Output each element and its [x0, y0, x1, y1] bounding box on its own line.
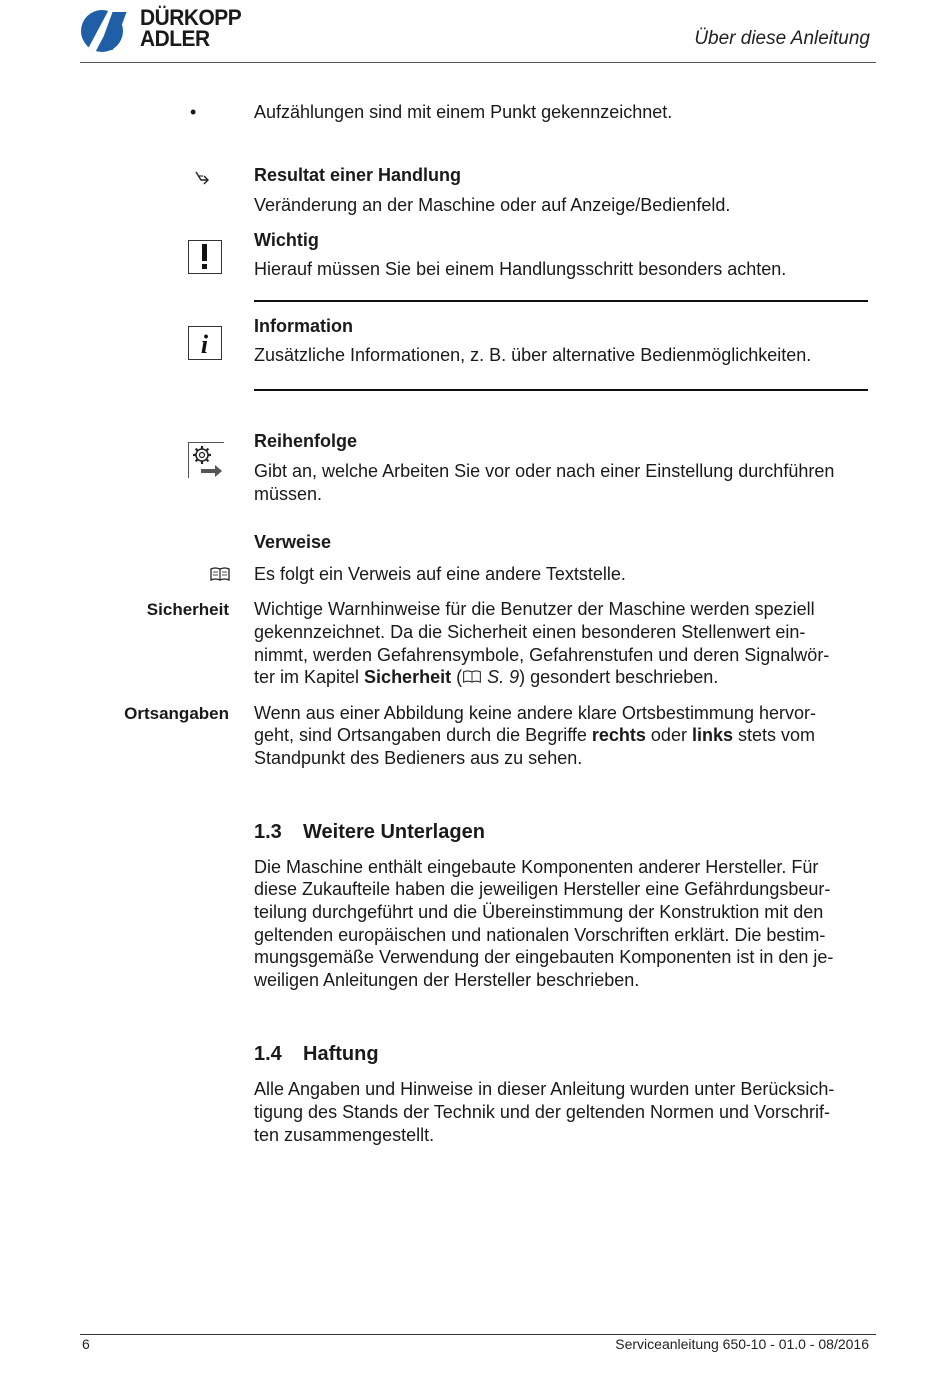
section-1-4-title: Haftung	[303, 1043, 379, 1065]
location-line-3: Standpunkt des Bedieners aus zu sehen.	[254, 748, 583, 768]
information-divider	[254, 389, 868, 391]
info-icon	[188, 326, 222, 360]
sequence-line-2: müssen.	[254, 484, 323, 504]
location-line-2-mid: oder	[645, 725, 692, 745]
important-title: Wichtig	[254, 230, 319, 250]
section-1-4-line-1: Alle Angaben und Hinweise in dieser Anleitung wurden unter Berücksich-	[254, 1079, 835, 1099]
book-ref-icon	[462, 670, 482, 684]
svg-text:i: i	[200, 330, 209, 358]
document-id: Serviceanleitung 650-10 - 01.0 - 08/2016	[615, 1336, 869, 1352]
information-text: Zusätzliche Informationen, z. B. über alternative Bedienmöglichkeiten.	[254, 345, 812, 365]
safety-line-3: nimmt, werden Gefahrensymbole, Gefahrenstufen und deren Signalwör-	[254, 645, 830, 665]
section-1-3-number: 1.3	[254, 821, 282, 843]
location-term-right: rechts	[591, 725, 646, 745]
section-1-3-line-5: mungsgemäße Verwendung der eingebauten Komponenten ist in den je-	[254, 947, 834, 967]
brand-name	[140, 7, 241, 49]
location-line-2-end: stets vom	[732, 725, 816, 745]
important-text: Hierauf müssen Sie bei einem Handlungsschritt besonders achten.	[254, 259, 787, 279]
sequence-title: Reihenfolge	[254, 431, 358, 451]
safety-line-4-end: ) gesondert beschrieben.	[519, 667, 719, 687]
brand-line-1: DÜRKOPP	[140, 5, 242, 30]
references-title: Verweise	[254, 532, 332, 552]
sequence-gear-icon	[188, 442, 224, 478]
location-line-2	[254, 724, 870, 747]
result-title: Resultat einer Handlung	[254, 165, 462, 185]
location-label: Ortsangaben	[124, 704, 229, 723]
location-term-left: links	[691, 725, 733, 745]
section-1-4-line-3: ten zusammengestellt.	[254, 1125, 435, 1145]
location-line-2-start: geht, sind Ortsangaben durch die Begriffe	[254, 725, 592, 745]
section-1-3-line-2: diese Zukaufteile haben die jeweiligen Hersteller eine Gefährdungsbeur-	[254, 879, 831, 899]
section-1-3-line-4: geltenden europäischen und nationalen Vorschriften erklärt. Die bestim-	[254, 925, 826, 945]
exclamation-icon	[188, 240, 222, 274]
section-1-3-title: Weitere Unterlagen	[303, 821, 485, 843]
safety-label: Sicherheit	[146, 600, 229, 619]
duerkopp-logo-icon	[80, 8, 138, 54]
section-1-3-line-6: weiligen Anleitungen der Hersteller beschrieben.	[254, 970, 640, 990]
brand-line-2: ADLER	[140, 26, 210, 51]
bullet-text: Aufzählungen sind mit einem Punkt gekennzeichnet.	[254, 102, 673, 122]
header-divider	[80, 62, 876, 63]
safety-line-4	[254, 666, 870, 689]
result-text: Veränderung an der Maschine oder auf Anzeige/Bedienfeld.	[254, 195, 731, 215]
sequence-line-1: Gibt an, welche Arbeiten Sie vor oder nach einer Einstellung durchführen	[254, 461, 835, 481]
book-icon	[210, 567, 230, 582]
safety-line-1: Wichtige Warnhinweise für die Benutzer der Maschine werden speziell	[254, 599, 815, 619]
section-1-4-number: 1.4	[254, 1043, 282, 1065]
page-number: 6	[82, 1336, 90, 1352]
section-1-4-line-2: tigung des Stands der Technik und der geltenden Normen und Vorschrif-	[254, 1102, 831, 1122]
footer-divider	[80, 1334, 876, 1335]
safety-line-4-start: ter im Kapitel	[254, 667, 365, 687]
section-1-3-line-1: Die Maschine enthält eingebaute Komponenten anderer Hersteller. Für	[254, 857, 819, 877]
safety-line-2: gekennzeichnet. Da die Sicherheit einen besonderen Stellenwert ein-	[254, 622, 806, 642]
safety-page-link[interactable]: S. 9	[482, 667, 520, 687]
safety-chapter-name: Sicherheit	[364, 667, 452, 687]
header-title: Über diese Anleitung	[694, 28, 870, 49]
bullet-symbol: •	[190, 102, 197, 122]
result-arrow-icon	[194, 171, 210, 185]
section-1-3-line-3: teilung durchgeführt und die Übereinstimmung der Konstruktion mit den	[254, 902, 824, 922]
location-line-1: Wenn aus einer Abbildung keine andere klare Ortsbestimmung hervor-	[254, 703, 816, 723]
safety-paren-open: (	[451, 667, 463, 687]
references-text: Es folgt ein Verweis auf eine andere Textstelle.	[254, 564, 626, 584]
information-title: Information	[254, 316, 353, 336]
important-divider	[254, 300, 868, 302]
